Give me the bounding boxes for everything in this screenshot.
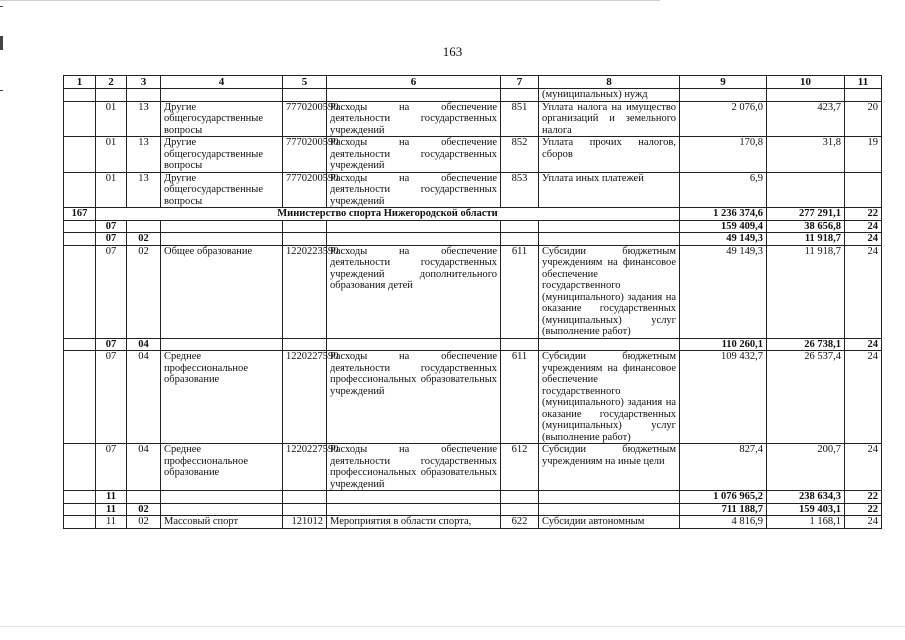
cell-c11: 22 [845, 208, 882, 221]
cell-c1 [64, 233, 96, 246]
cell-c7: 611 [501, 351, 539, 444]
cell-c11: 24 [845, 220, 882, 233]
cell-c7: 851 [501, 101, 539, 137]
cell-c10: 11 918,7 [767, 233, 845, 246]
cell-c4 [161, 491, 283, 504]
cell-c1 [64, 245, 96, 338]
cell-c2: 01 [96, 172, 127, 208]
cell-c6 [327, 491, 501, 504]
cell-c7 [501, 233, 539, 246]
cell-c10: 26 537,4 [767, 351, 845, 444]
cell-c2: 11 [96, 503, 127, 516]
cell-c3: 02 [127, 516, 161, 529]
cell-c11: 24 [845, 351, 882, 444]
cell-c9: 49 149,3 [680, 233, 767, 246]
cell-c7 [501, 89, 539, 102]
cell-c10: 26 738,1 [767, 338, 845, 351]
cell-c7: 612 [501, 444, 539, 491]
cell-c10: 38 656,8 [767, 220, 845, 233]
cell-c2: 07 [96, 220, 127, 233]
cell-c3: 02 [127, 245, 161, 338]
table-row [64, 137, 882, 173]
cell-c2: 01 [96, 101, 127, 137]
cell-c8: Субсидии автономным [539, 516, 680, 529]
cell-c10: 238 634,3 [767, 491, 845, 504]
cell-c7 [501, 338, 539, 351]
cell-c8 [539, 491, 680, 504]
cell-c1 [64, 220, 96, 233]
cell-c5: 1220227590 [283, 351, 327, 444]
subtotal-row [64, 503, 882, 516]
header-cell: 5 [283, 76, 327, 89]
header-cell: 7 [501, 76, 539, 89]
cell-c5 [283, 338, 327, 351]
scan-mark [0, 90, 3, 91]
cell-c11: 22 [845, 491, 882, 504]
table-row [64, 89, 882, 102]
cell-c10: 159 403,1 [767, 503, 845, 516]
cell-c11: 24 [845, 444, 882, 491]
cell-c8: Субсидии бюджетным учреждениям на иные цели [539, 444, 680, 491]
cell-c6: Расходы на обеспечение деятельности государственных учреждений [327, 101, 501, 137]
cell-c5 [283, 89, 327, 102]
cell-c3: 04 [127, 444, 161, 491]
table-row [64, 172, 882, 208]
cell-c9: 170,8 [680, 137, 767, 173]
cell-c4: Другие общегосударственные вопросы [161, 137, 283, 173]
cell-c5 [283, 220, 327, 233]
cell-c10: 423,7 [767, 101, 845, 137]
cell-c5: 7770200590 [283, 101, 327, 137]
cell-c3: 04 [127, 338, 161, 351]
cell-c5: 121012 [283, 516, 327, 529]
cell-c10: 11 918,7 [767, 245, 845, 338]
cell-c2 [96, 89, 127, 102]
header-cell: 2 [96, 76, 127, 89]
cell-c1 [64, 503, 96, 516]
header-cell: 11 [845, 76, 882, 89]
cell-c6: Расходы на обеспечение деятельности государственных учреждений [327, 172, 501, 208]
cell-c8: (муниципальных) нужд [539, 89, 680, 102]
cell-c9: 49 149,3 [680, 245, 767, 338]
cell-c3: 02 [127, 233, 161, 246]
cell-c3: 13 [127, 172, 161, 208]
cell-c8 [539, 338, 680, 351]
cell-c8: Уплата прочих налогов, сборов [539, 137, 680, 173]
table-body [64, 76, 882, 529]
cell-c3: 13 [127, 137, 161, 173]
cell-c6: Расходы на обеспечение деятельности государственных учреждений дополнительного образования детей [327, 245, 501, 338]
header-cell: 4 [161, 76, 283, 89]
cell-c4 [161, 338, 283, 351]
cell-c5: 1220227590 [283, 444, 327, 491]
cell-c11 [845, 89, 882, 102]
cell-c11: 24 [845, 233, 882, 246]
cell-c4: Общее образование [161, 245, 283, 338]
cell-c2: 07 [96, 245, 127, 338]
cell-c5 [283, 503, 327, 516]
table-row [64, 351, 882, 444]
subtotal-row [64, 491, 882, 504]
cell-c2: 11 [96, 516, 127, 529]
subtotal-row [64, 338, 882, 351]
cell-c8 [539, 220, 680, 233]
cell-c9: 2 076,0 [680, 101, 767, 137]
cell-c2: 11 [96, 491, 127, 504]
cell-c8 [539, 233, 680, 246]
scan-mark [0, 6, 3, 7]
table-row [64, 444, 882, 491]
cell-c9: 6,9 [680, 172, 767, 208]
subtotal-row [64, 233, 882, 246]
cell-c5 [283, 491, 327, 504]
cell-c9: 711 188,7 [680, 503, 767, 516]
cell-c11: 24 [845, 245, 882, 338]
cell-c10: 31,8 [767, 137, 845, 173]
cell-c11 [845, 172, 882, 208]
cell-c9: 109 432,7 [680, 351, 767, 444]
cell-c9: 159 409,4 [680, 220, 767, 233]
cell-c5 [283, 233, 327, 246]
cell-c4: Другие общегосударственные вопросы [161, 101, 283, 137]
top-scan-edge [0, 0, 660, 1]
cell-c8: Уплата иных платежей [539, 172, 680, 208]
cell-c1 [64, 137, 96, 173]
cell-c4: Среднее профессиональное образование [161, 351, 283, 444]
cell-c9 [680, 89, 767, 102]
cell-c6 [327, 503, 501, 516]
cell-c8: Субсидии бюджетным учреждениям на финансовое обеспечение государственного (муниципального) задания на оказание государственных (муниципальных) услуг (выполнение работ) [539, 245, 680, 338]
cell-c8 [539, 503, 680, 516]
cell-c6 [327, 338, 501, 351]
header-cell: 9 [680, 76, 767, 89]
cell-c1 [64, 444, 96, 491]
cell-c7 [501, 503, 539, 516]
cell-c7: 611 [501, 245, 539, 338]
cell-c5: 1220223590 [283, 245, 327, 338]
cell-c6 [327, 233, 501, 246]
cell-c3 [127, 89, 161, 102]
cell-c3: 13 [127, 101, 161, 137]
cell-c3 [127, 491, 161, 504]
cell-c2: 01 [96, 137, 127, 173]
header-cell: 10 [767, 76, 845, 89]
subtotal-row [64, 220, 882, 233]
cell-c7 [501, 491, 539, 504]
cell-c10 [767, 89, 845, 102]
cell-c10: 1 168,1 [767, 516, 845, 529]
cell-c1 [64, 516, 96, 529]
table-row [64, 245, 882, 338]
ministry-row [64, 208, 882, 221]
cell-c2: 07 [96, 233, 127, 246]
cell-c7 [501, 220, 539, 233]
cell-c11: 20 [845, 101, 882, 137]
cell-c9: 1 236 374,6 [680, 208, 767, 221]
cell-c7: 852 [501, 137, 539, 173]
cell-c2: 07 [96, 444, 127, 491]
table-row [64, 101, 882, 137]
ministry-code: 167 [64, 208, 96, 221]
cell-c11: 24 [845, 516, 882, 529]
cell-c1 [64, 172, 96, 208]
bottom-scan-edge [0, 626, 905, 627]
cell-c9: 1 076 965,2 [680, 491, 767, 504]
cell-c2: 07 [96, 338, 127, 351]
cell-c4: Массовый спорт [161, 516, 283, 529]
cell-c6 [327, 89, 501, 102]
cell-c5: 7770200590 [283, 137, 327, 173]
cell-c7: 853 [501, 172, 539, 208]
header-row [64, 76, 882, 89]
cell-c8: Уплата налога на имущество организаций и земельного налога [539, 101, 680, 137]
header-cell: 8 [539, 76, 680, 89]
cell-c1 [64, 491, 96, 504]
cell-c11: 19 [845, 137, 882, 173]
cell-c9: 827,4 [680, 444, 767, 491]
cell-c6: Расходы на обеспечение деятельности государственных профессиональных образовательных учреждений [327, 444, 501, 491]
cell-c11: 24 [845, 338, 882, 351]
cell-c3: 04 [127, 351, 161, 444]
cell-c2: 07 [96, 351, 127, 444]
cell-c10: 200,7 [767, 444, 845, 491]
cell-c9: 110 260,1 [680, 338, 767, 351]
header-cell: 3 [127, 76, 161, 89]
cell-c4 [161, 233, 283, 246]
header-cell: 1 [64, 76, 96, 89]
cell-c5: 7770200590 [283, 172, 327, 208]
cell-c11: 22 [845, 503, 882, 516]
cell-c4 [161, 503, 283, 516]
cell-c1 [64, 351, 96, 444]
ministry-name: Министерство спорта Нижегородской области [96, 208, 680, 221]
cell-c6 [327, 220, 501, 233]
cell-c1 [64, 89, 96, 102]
cell-c1 [64, 338, 96, 351]
cell-c3: 02 [127, 503, 161, 516]
header-cell: 6 [327, 76, 501, 89]
cell-c6: Расходы на обеспечение деятельности государственных профессиональных образовательных учреждений [327, 351, 501, 444]
cell-c10 [767, 172, 845, 208]
cell-c1 [64, 101, 96, 137]
cell-c4: Другие общегосударственные вопросы [161, 172, 283, 208]
cell-c6: Расходы на обеспечение деятельности государственных учреждений [327, 137, 501, 173]
cell-c10: 277 291,1 [767, 208, 845, 221]
cell-c4 [161, 89, 283, 102]
cell-c7: 622 [501, 516, 539, 529]
cell-c3 [127, 220, 161, 233]
page-number: 163 [442, 44, 463, 59]
cell-c9: 4 816,9 [680, 516, 767, 529]
budget-table [63, 75, 882, 529]
cell-c6: Мероприятия в области спорта, [327, 516, 501, 529]
cell-c4: Среднее профессиональное образование [161, 444, 283, 491]
cell-c4 [161, 220, 283, 233]
table-row [64, 516, 882, 529]
cell-c8: Субсидии бюджетным учреждениям на финансовое обеспечение государственного (муниципального) задания на оказание государственных (муниципальных) услуг (выполнение работ) [539, 351, 680, 444]
